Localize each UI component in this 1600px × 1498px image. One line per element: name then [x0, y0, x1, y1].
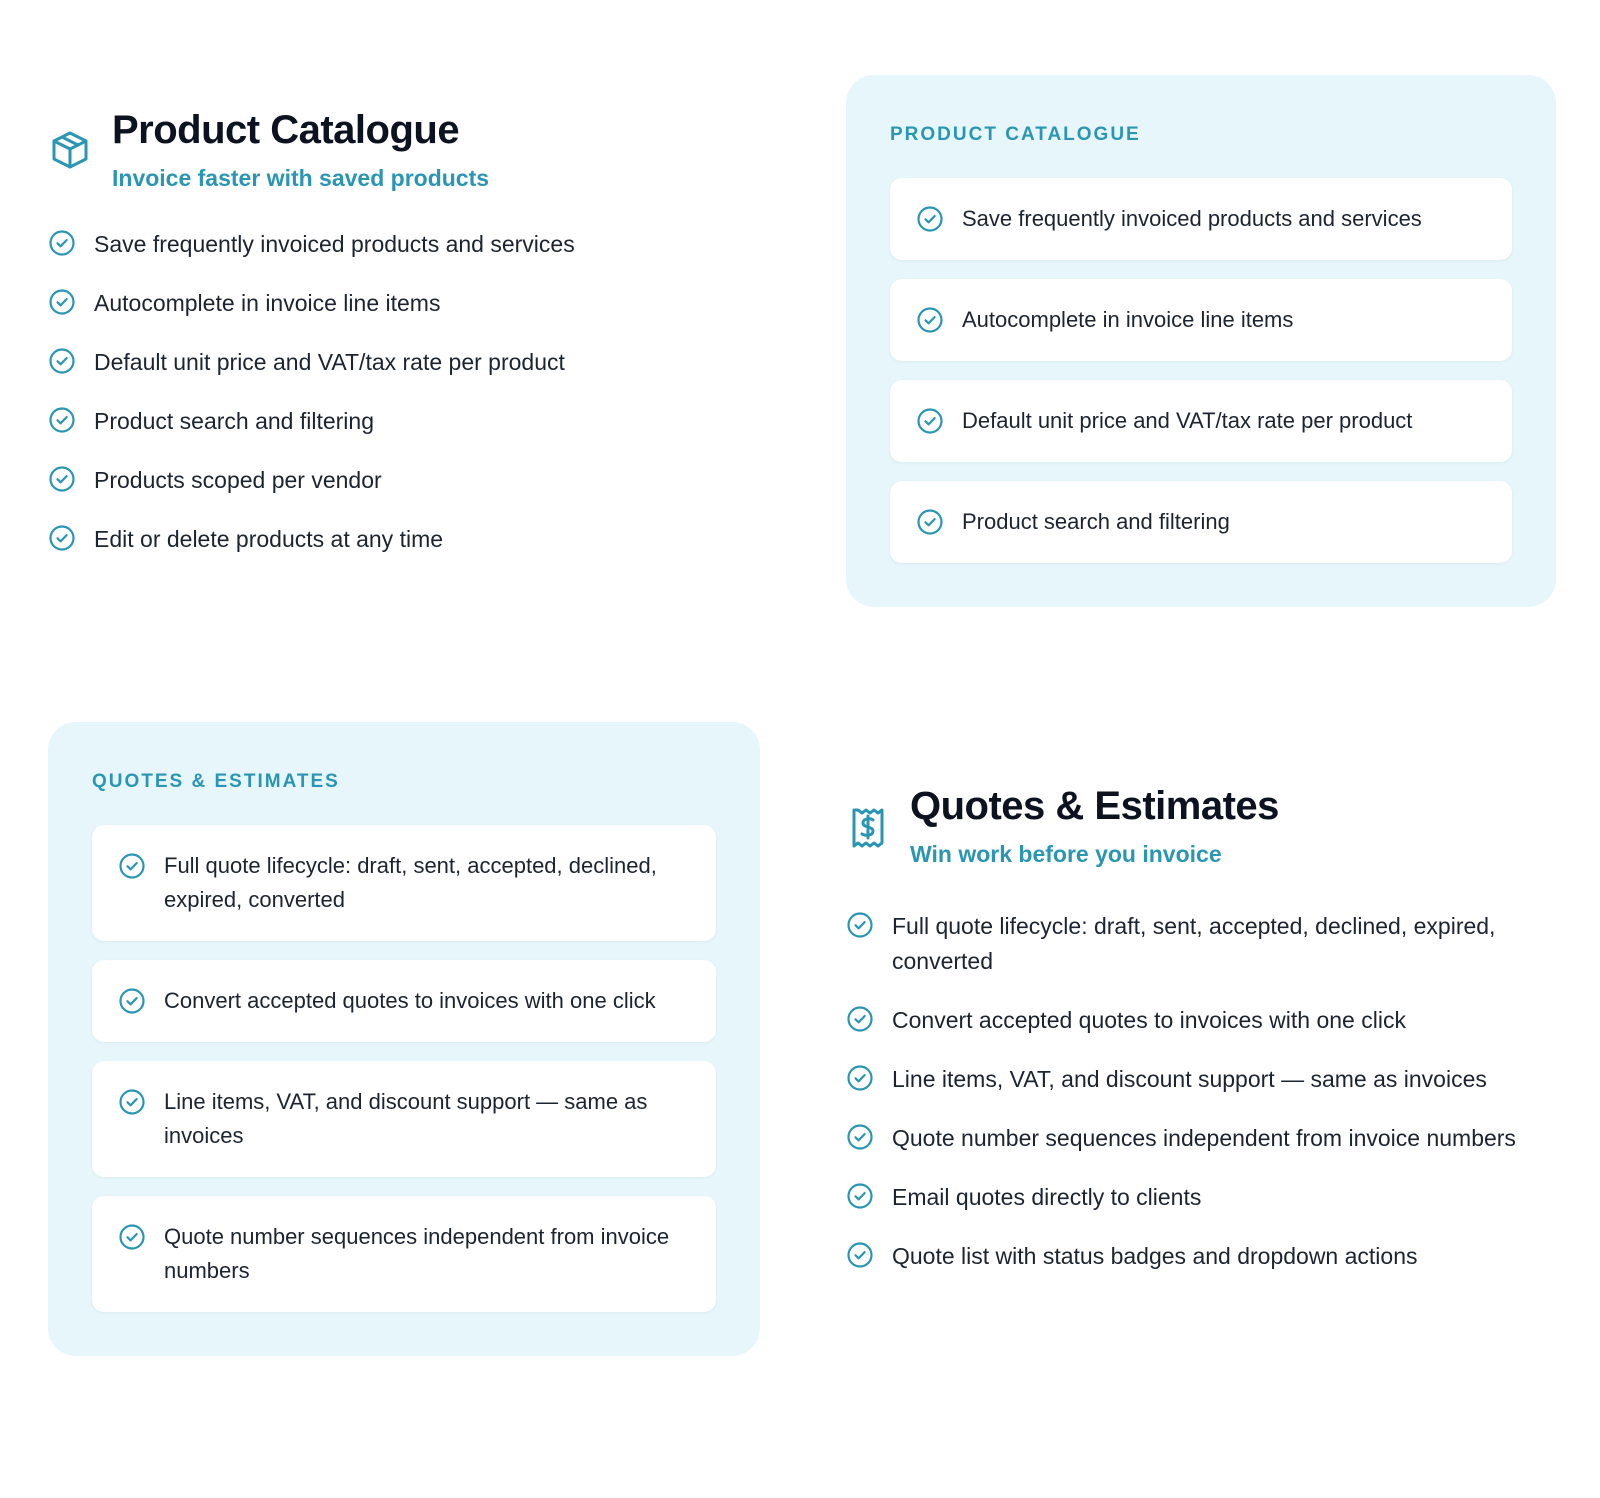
- check-circle-icon: [48, 465, 76, 493]
- feature-card-text: Autocomplete in invoice line items: [962, 307, 1294, 332]
- feature-text: Quote number sequences independent from invoice numbers: [892, 1125, 1516, 1151]
- feature-text: Quote list with status badges and dropdown actions: [892, 1243, 1418, 1269]
- check-circle-icon: [118, 852, 146, 880]
- feature-item: [846, 1180, 1566, 1215]
- product-catalogue-card-list: [890, 178, 1512, 563]
- check-circle-icon: [48, 347, 76, 375]
- feature-item: [48, 227, 768, 262]
- check-circle-icon: [48, 406, 76, 434]
- feature-card: [890, 178, 1512, 260]
- product-catalogue-panel-heading: PRODUCT CATALOGUE: [890, 124, 1141, 145]
- check-circle-icon: [48, 288, 76, 316]
- product-catalogue-feature-list: [48, 227, 768, 557]
- feature-text: Autocomplete in invoice line items: [94, 290, 441, 316]
- feature-text: Save frequently invoiced products and services: [94, 231, 575, 257]
- feature-item: [48, 286, 768, 321]
- feature-text: Line items, VAT, and discount support — same as invoices: [892, 1066, 1487, 1092]
- check-circle-icon: [846, 1064, 874, 1092]
- feature-card-text: Convert accepted quotes to invoices with one click: [164, 988, 656, 1013]
- feature-text: Products scoped per vendor: [94, 467, 382, 493]
- feature-item: [48, 404, 768, 439]
- quotes-estimates-title: Quotes & Estimates: [910, 784, 1279, 828]
- check-circle-icon: [118, 987, 146, 1015]
- product-catalogue-title: Product Catalogue: [112, 108, 460, 152]
- feature-text: Product search and filtering: [94, 408, 374, 434]
- quotes-estimates-panel-heading: QUOTES & ESTIMATES: [92, 771, 340, 792]
- receipt-dollar-icon: [846, 806, 890, 850]
- feature-card-text: Line items, VAT, and discount support — same as invoices: [164, 1089, 648, 1148]
- product-catalogue-titles: [112, 106, 489, 193]
- check-circle-icon: [916, 407, 944, 435]
- feature-card: [890, 481, 1512, 563]
- check-circle-icon: [846, 1241, 874, 1269]
- feature-text: Edit or delete products at any time: [94, 526, 444, 552]
- feature-card-text: Save frequently invoiced products and services: [962, 206, 1422, 231]
- check-circle-icon: [118, 1223, 146, 1251]
- feature-card: [890, 279, 1512, 361]
- feature-item: [846, 1121, 1566, 1156]
- feature-card-text: Quote number sequences independent from invoice numbers: [164, 1224, 670, 1283]
- quotes-estimates-titles: [910, 782, 1279, 869]
- feature-card: [92, 1061, 716, 1177]
- feature-text: Convert accepted quotes to invoices with one click: [892, 1007, 1406, 1033]
- feature-item: [48, 522, 768, 557]
- feature-text: Full quote lifecycle: draft, sent, accepted, declined, expired, converted: [892, 913, 1496, 974]
- check-circle-icon: [48, 524, 76, 552]
- feature-card: [92, 1196, 716, 1312]
- check-circle-icon: [846, 1123, 874, 1151]
- feature-text: Email quotes directly to clients: [892, 1184, 1202, 1210]
- feature-card: [92, 960, 716, 1042]
- feature-item: [846, 909, 1566, 979]
- check-circle-icon: [846, 1182, 874, 1210]
- check-circle-icon: [846, 1005, 874, 1033]
- quotes-estimates-card-list: [92, 825, 716, 1312]
- feature-card-text: Product search and filtering: [962, 509, 1230, 534]
- check-circle-icon: [48, 229, 76, 257]
- feature-item: [846, 1003, 1566, 1038]
- feature-item: [48, 463, 768, 498]
- feature-card-text: Full quote lifecycle: draft, sent, accepted, declined, expired, converted: [164, 853, 657, 912]
- feature-card: [890, 380, 1512, 462]
- feature-item: [846, 1062, 1566, 1097]
- check-circle-icon: [916, 306, 944, 334]
- feature-item: [846, 1239, 1566, 1274]
- check-circle-icon: [916, 508, 944, 536]
- quotes-estimates-section: [846, 782, 1566, 1298]
- check-circle-icon: [118, 1088, 146, 1116]
- quotes-estimates-subtitle: Win work before you invoice: [910, 841, 1222, 867]
- quotes-estimates-panel: [48, 722, 760, 1356]
- product-catalogue-subtitle: Invoice faster with saved products: [112, 165, 490, 191]
- product-catalogue-panel: [846, 75, 1556, 607]
- product-catalogue-section: [48, 106, 768, 581]
- quotes-estimates-header: [846, 782, 1566, 869]
- product-catalogue-header: [48, 106, 768, 193]
- feature-text: Default unit price and VAT/tax rate per product: [94, 349, 565, 375]
- check-circle-icon: [916, 205, 944, 233]
- box-icon: [48, 128, 92, 172]
- feature-card-text: Default unit price and VAT/tax rate per product: [962, 408, 1413, 433]
- check-circle-icon: [846, 911, 874, 939]
- quotes-estimates-feature-list: [846, 909, 1566, 1274]
- feature-item: [48, 345, 768, 380]
- feature-card: [92, 825, 716, 941]
